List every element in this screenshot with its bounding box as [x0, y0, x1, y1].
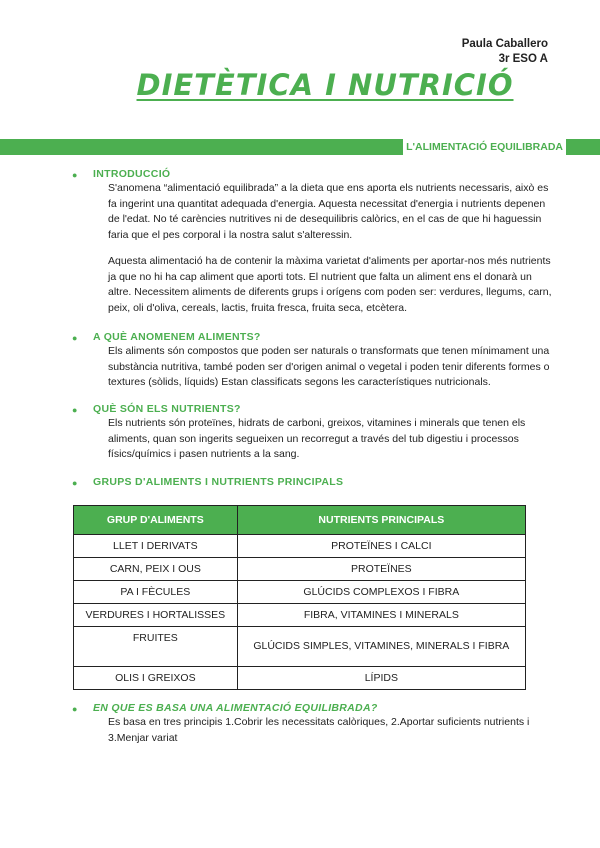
paragraph: S'anomena “alimentació equilibrada” a la dieta que ens aporta els nutrients necessaris, això es fa ingerint una quantitat adequada d'energia. Aquesta necessitat d'energia i nutrients depenen de l'edat. No té carències nutritives ni de desequilibris calòrics, en el cas de que hi haguessin faria que el pes corporal i la nostra salut s'alteressin.: [108, 182, 549, 241]
bullet-icon: ●: [72, 405, 78, 415]
table-row: [74, 535, 526, 558]
table-row: [74, 558, 526, 581]
paragraph: Aquesta alimentació ha de contenir la màxima varietat d'aliments per aportar-nos més nutrients ja que no hi ha cap aliment que aporti tots. El nutrient que falta un aliment ens el donarà un altre. Necessitem aliments de diferents grups i orígens com poden ser: verdures, llegums, carn, peix, oli d'oliva, cereals, lactis, fruita fresca, fruita seca, etcètera.: [108, 255, 552, 314]
table-row: [74, 604, 526, 627]
bullet-icon: ●: [72, 333, 78, 343]
section-heading: EN QUE ES BASA UNA ALIMENTACIÓ EQUILIBRADA?: [93, 702, 378, 714]
table-cell: GLÚCIDS COMPLEXOS I FIBRA: [237, 581, 525, 604]
table-cell: PA I FÈCULES: [74, 581, 238, 604]
table-header-row: [74, 506, 526, 535]
table-cell: FRUITES: [74, 627, 238, 667]
table-row: [74, 627, 526, 667]
section-heading: A QUÈ ANOMENEM ALIMENTS?: [93, 331, 261, 343]
page-title: DIETÈTICA I NUTRICIÓ: [136, 68, 514, 102]
table-cell: FIBRA, VITAMINES I MINERALS: [237, 604, 525, 627]
bullet-icon: ●: [72, 704, 78, 714]
author-block: [462, 37, 548, 67]
table-row: [74, 581, 526, 604]
table-cell: LLET I DERIVATS: [74, 535, 238, 558]
section-heading: GRUPS D'ALIMENTS I NUTRIENTS PRINCIPALS: [93, 476, 344, 488]
table-cell: LÍPIDS: [237, 667, 525, 690]
table-cell: VERDURES I HORTALISSES: [74, 604, 238, 627]
section-heading: QUÈ SÓN ELS NUTRIENTS?: [93, 403, 241, 415]
table-header-cell: GRUP D'ALIMENTS: [74, 506, 238, 535]
section-bar: [0, 139, 600, 155]
section-heading: INTRODUCCIÓ: [93, 168, 171, 180]
bullet-icon: ●: [72, 478, 78, 488]
author-class: 3r ESO A: [498, 53, 548, 65]
section-bar-end: [568, 139, 600, 155]
author-name: Paula Caballero: [461, 38, 548, 50]
table-cell: PROTEÏNES: [237, 558, 525, 581]
table-row: [74, 667, 526, 690]
food-groups-table: [73, 505, 526, 690]
section-bar-label: L'ALIMENTACIÓ EQUILIBRADA: [403, 139, 566, 155]
table-cell: GLÚCIDS SIMPLES, VITAMINES, MINERALS I FIBRA: [237, 627, 525, 667]
bullet-icon: ●: [72, 170, 78, 180]
table-cell: CARN, PEIX I OUS: [74, 558, 238, 581]
paragraph: Es basa en tres principis 1.Cobrir les necessitats calòriques, 2.Aportar suficients nutrients i 3.Menjar variat: [108, 716, 530, 744]
paragraph: Els aliments són compostos que poden ser naturals o transformats que tenen mínimament una substància nutritiva, també poden ser d'origen animal o vegetal i poden tenir diferents formes o textures (sòlids, líquids) Estan classificats segons les característiques nutricionals.: [108, 345, 550, 388]
table-header-cell: NUTRIENTS PRINCIPALS: [237, 506, 525, 535]
table-cell: OLIS I GREIXOS: [74, 667, 238, 690]
paragraph: Els nutrients són proteïnes, hidrats de carboni, greixos, vitamines i minerals que tenen els aliments, quan son ingerits segueixen un recorregut a través del tub digestiu i processos físics/químics i pasen nutrients a la sang.: [108, 417, 526, 460]
table-cell: PROTEÏNES I CALCI: [237, 535, 525, 558]
